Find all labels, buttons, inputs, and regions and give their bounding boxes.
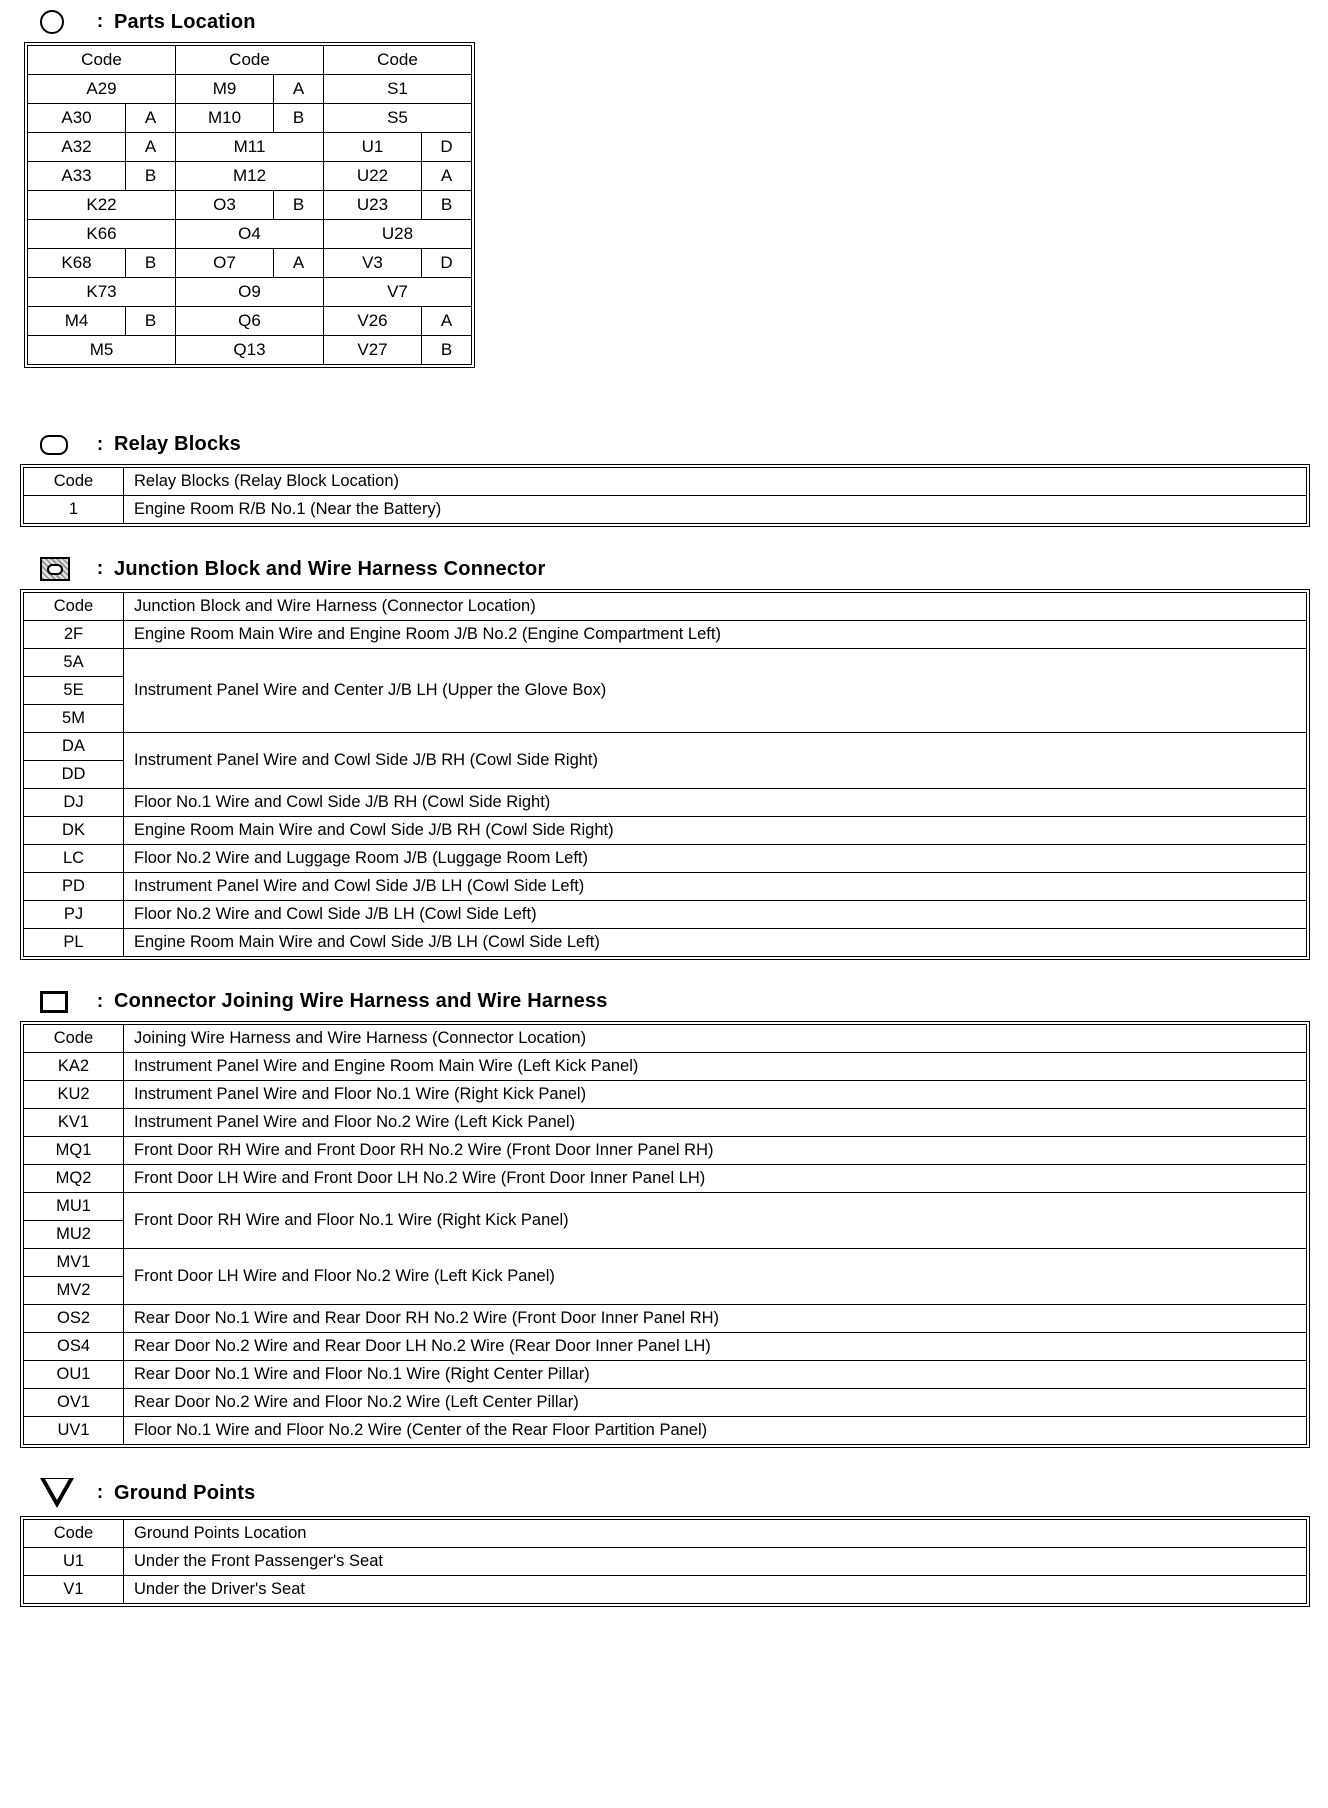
description-cell: Instrument Panel Wire and Engine Room Main Wire (Left Kick Panel) [124,1053,1307,1081]
parts-subcode-cell: A [126,104,176,133]
parts-code-cell: A32 [28,133,126,162]
code-cell: 1 [24,496,124,524]
parts-subcode-cell: B [126,162,176,191]
description-cell: Engine Room Main Wire and Cowl Side J/B RH (Cowl Side Right) [124,817,1307,845]
code-cell: OV1 [24,1389,124,1417]
circle-icon [40,10,86,34]
table-row [24,873,1307,901]
relay-blocks-table-wrapper [20,464,1310,527]
table-row [24,1548,1307,1576]
table-row [24,1361,1307,1389]
parts-code-cell: Q13 [176,336,324,365]
table-row [28,133,472,162]
table-header-row [24,1025,1307,1053]
parts-subcode-cell: B [274,104,324,133]
code-cell: LC [24,845,124,873]
code-cell: OU1 [24,1361,124,1389]
ground-points-table [23,1519,1307,1604]
parts-code-cell: O4 [176,220,324,249]
parts-code-cell: K68 [28,249,126,278]
parts-code-cell: U1 [324,133,422,162]
parts-subcode-cell: B [274,191,324,220]
description-cell: Front Door LH Wire and Front Door LH No.2 Wire (Front Door Inner Panel LH) [124,1165,1307,1193]
table-header-row [24,468,1307,496]
junction-block-table-wrapper [20,589,1310,960]
table-row [28,162,472,191]
parts-code-cell: A33 [28,162,126,191]
column-header: Code [176,46,324,75]
code-cell: OS2 [24,1305,124,1333]
description-cell: Front Door RH Wire and Front Door RH No.2 Wire (Front Door Inner Panel RH) [124,1137,1307,1165]
parts-code-cell: K73 [28,278,176,307]
code-cell: KU2 [24,1081,124,1109]
description-cell: Rear Door No.2 Wire and Rear Door LH No.2 Wire (Rear Door Inner Panel LH) [124,1333,1307,1361]
shaded-connector-icon [40,557,86,581]
table-row [28,220,472,249]
parts-subcode-cell: A [422,307,472,336]
description-cell: Instrument Panel Wire and Cowl Side J/B LH (Cowl Side Left) [124,873,1307,901]
table-row [24,1333,1307,1361]
description-cell: Floor No.2 Wire and Cowl Side J/B LH (Cowl Side Left) [124,901,1307,929]
parts-location-table [27,45,472,365]
parts-subcode-cell: A [422,162,472,191]
separator-colon: : [96,990,104,1012]
table-row [24,1417,1307,1445]
code-cell: MQ2 [24,1165,124,1193]
code-cell: DK [24,817,124,845]
code-cell: DA [24,733,124,761]
table-row [24,789,1307,817]
triangle-icon [40,1478,86,1508]
parts-subcode-cell: B [126,307,176,336]
table-row [24,649,1307,677]
table-row [24,1389,1307,1417]
parts-code-cell: Q6 [176,307,324,336]
code-cell: DD [24,761,124,789]
section-header [0,1478,1328,1508]
table-row [28,249,472,278]
parts-code-cell: M12 [176,162,324,191]
code-cell: DJ [24,789,124,817]
parts-subcode-cell: B [422,336,472,365]
table-row [24,1081,1307,1109]
column-header-code: Code [24,593,124,621]
description-cell: Under the Front Passenger's Seat [124,1548,1307,1576]
table-row [24,1109,1307,1137]
connector-joining-table [23,1024,1307,1445]
table-row [24,1165,1307,1193]
junction-block-table [23,592,1307,957]
parts-code-cell: M4 [28,307,126,336]
code-cell: 2F [24,621,124,649]
description-cell: Rear Door No.1 Wire and Floor No.1 Wire (Right Center Pillar) [124,1361,1307,1389]
parts-code-cell: M11 [176,133,324,162]
table-row [24,929,1307,957]
parts-code-cell: K66 [28,220,176,249]
separator-colon: : [96,433,104,455]
section-ground-points [0,1478,1328,1607]
description-cell: Floor No.2 Wire and Luggage Room J/B (Luggage Room Left) [124,845,1307,873]
parts-subcode-cell: D [422,249,472,278]
code-cell: PD [24,873,124,901]
table-row [24,1053,1307,1081]
table-header-row [24,1520,1307,1548]
table-row [24,496,1307,524]
description-cell: Under the Driver's Seat [124,1576,1307,1604]
description-cell: Instrument Panel Wire and Floor No.1 Wire (Right Kick Panel) [124,1081,1307,1109]
parts-code-cell: M5 [28,336,176,365]
code-cell: 5A [24,649,124,677]
code-cell: 5E [24,677,124,705]
code-cell: MU1 [24,1193,124,1221]
section-title: Relay Blocks [114,433,241,455]
description-cell: Floor No.1 Wire and Cowl Side J/B RH (Cowl Side Right) [124,789,1307,817]
parts-code-cell: V7 [324,278,472,307]
section-title: Connector Joining Wire Harness and Wire Harness [114,990,608,1012]
section-header [0,990,1328,1013]
parts-subcode-cell: B [126,249,176,278]
parts-code-cell: A29 [28,75,176,104]
table-row [28,336,472,365]
ground-points-table-wrapper [20,1516,1310,1607]
parts-code-cell: S5 [324,104,472,133]
table-row [24,1305,1307,1333]
description-cell: Rear Door No.1 Wire and Rear Door RH No.2 Wire (Front Door Inner Panel RH) [124,1305,1307,1333]
parts-code-cell: M9 [176,75,274,104]
code-cell: PL [24,929,124,957]
section-header [0,10,1328,34]
parts-code-cell: U28 [324,220,472,249]
section-header [0,557,1328,581]
relay-blocks-table [23,467,1307,524]
parts-code-cell: V3 [324,249,422,278]
description-cell: Instrument Panel Wire and Floor No.2 Wire (Left Kick Panel) [124,1109,1307,1137]
code-cell: UV1 [24,1417,124,1445]
table-row [28,104,472,133]
column-header-code: Code [24,1520,124,1548]
section-junction-block [0,557,1328,960]
square-icon [40,991,86,1013]
parts-code-cell: O7 [176,249,274,278]
parts-code-cell: U22 [324,162,422,191]
code-cell: MV1 [24,1249,124,1277]
section-relay-blocks [0,433,1328,527]
parts-subcode-cell: A [126,133,176,162]
description-cell: Engine Room Main Wire and Cowl Side J/B LH (Cowl Side Left) [124,929,1307,957]
column-header-code: Code [24,468,124,496]
parts-code-cell: O3 [176,191,274,220]
table-row [24,1576,1307,1604]
table-row [28,278,472,307]
code-cell: U1 [24,1548,124,1576]
code-cell: KA2 [24,1053,124,1081]
code-cell: KV1 [24,1109,124,1137]
separator-colon: : [96,11,104,32]
parts-code-cell: V27 [324,336,422,365]
table-header-row [28,46,472,75]
table-header-row [24,593,1307,621]
parts-subcode-cell: A [274,75,324,104]
table-row [24,621,1307,649]
parts-subcode-cell: A [274,249,324,278]
description-cell: Engine Room Main Wire and Engine Room J/B No.2 (Engine Compartment Left) [124,621,1307,649]
column-header-description: Junction Block and Wire Harness (Connector Location) [124,593,1307,621]
table-row [24,733,1307,761]
table-row [24,817,1307,845]
description-cell: Front Door LH Wire and Floor No.2 Wire (Left Kick Panel) [124,1249,1307,1305]
table-row [28,191,472,220]
rounded-rect-icon [40,435,86,455]
description-cell: Front Door RH Wire and Floor No.1 Wire (Right Kick Panel) [124,1193,1307,1249]
code-cell: V1 [24,1576,124,1604]
column-header-description: Ground Points Location [124,1520,1307,1548]
table-row [24,845,1307,873]
parts-code-cell: S1 [324,75,472,104]
parts-subcode-cell: B [422,191,472,220]
column-header: Code [324,46,472,75]
column-header: Code [28,46,176,75]
parts-code-cell: U23 [324,191,422,220]
column-header-description: Relay Blocks (Relay Block Location) [124,468,1307,496]
table-row [28,75,472,104]
parts-code-cell: O9 [176,278,324,307]
section-header [0,433,1328,456]
table-row [24,1193,1307,1221]
description-cell: Floor No.1 Wire and Floor No.2 Wire (Center of the Rear Floor Partition Panel) [124,1417,1307,1445]
code-cell: PJ [24,901,124,929]
code-cell: 5M [24,705,124,733]
table-row [24,1137,1307,1165]
separator-colon: : [96,1482,104,1503]
description-cell: Engine Room R/B No.1 (Near the Battery) [124,496,1307,524]
connector-joining-table-wrapper [20,1021,1310,1448]
table-row [28,307,472,336]
code-cell: MV2 [24,1277,124,1305]
column-header-description: Joining Wire Harness and Wire Harness (Connector Location) [124,1025,1307,1053]
code-cell: MQ1 [24,1137,124,1165]
description-cell: Instrument Panel Wire and Cowl Side J/B RH (Cowl Side Right) [124,733,1307,789]
table-row [24,1249,1307,1277]
section-parts-location [0,10,1328,403]
code-cell: MU2 [24,1221,124,1249]
section-title: Parts Location [114,10,256,33]
separator-colon: : [96,558,104,579]
section-title: Ground Points [114,1481,256,1504]
table-row [24,901,1307,929]
description-cell: Instrument Panel Wire and Center J/B LH (Upper the Glove Box) [124,649,1307,733]
code-cell: OS4 [24,1333,124,1361]
section-connector-joining [0,990,1328,1448]
parts-code-cell: A30 [28,104,126,133]
parts-location-table-wrapper [24,42,475,368]
parts-subcode-cell: D [422,133,472,162]
column-header-code: Code [24,1025,124,1053]
section-title: Junction Block and Wire Harness Connector [114,557,546,580]
parts-code-cell: K22 [28,191,176,220]
parts-code-cell: V26 [324,307,422,336]
parts-code-cell: M10 [176,104,274,133]
description-cell: Rear Door No.2 Wire and Floor No.2 Wire (Left Center Pillar) [124,1389,1307,1417]
